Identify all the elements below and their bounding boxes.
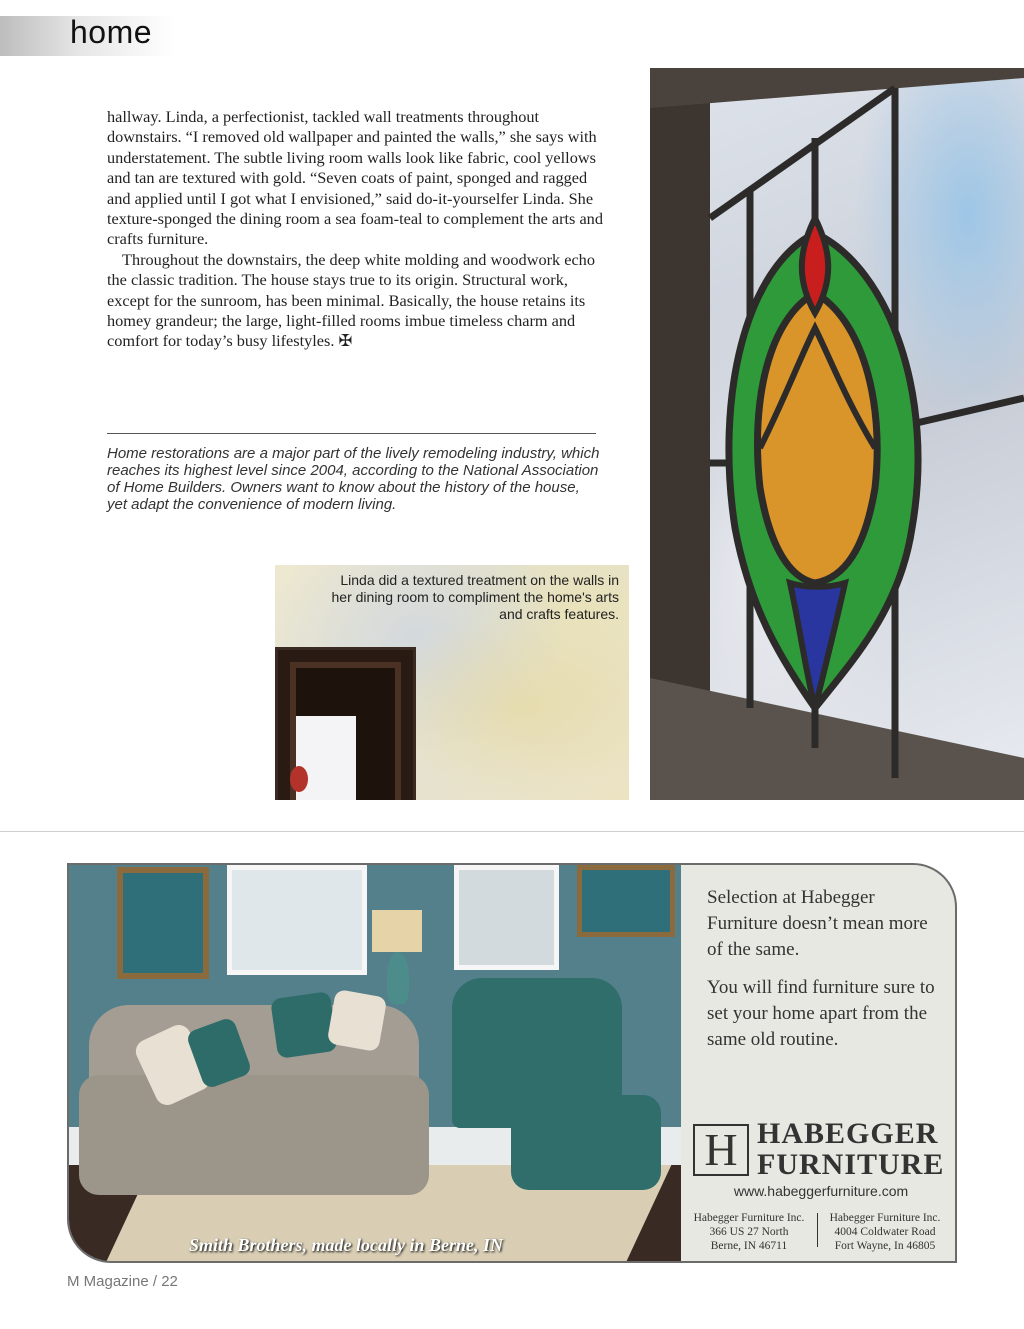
picture-frame-inner [290, 662, 401, 800]
sofa-seat [79, 1075, 429, 1195]
store-name: Habegger Furniture Inc. [829, 1212, 941, 1224]
window-frame-top [650, 68, 1024, 108]
store-street: 366 US 27 North [709, 1226, 789, 1238]
window-sill [650, 678, 1024, 800]
store-street: 4004 Coldwater Road [834, 1226, 936, 1238]
pillow [327, 989, 388, 1052]
pull-quote: Home restorations are a major part of the lively remodeling industry, which reaches its highest level since 2004, according to the National Association of Home Builders. Owners want to know about the history of the house, yet adapt the convenience of modern living. [107, 445, 600, 513]
page-footer: M Magazine / 22 [67, 1273, 178, 1290]
store-address-berne [687, 1211, 811, 1253]
logo-wordmark-line1: HABEGGER [757, 1117, 939, 1150]
logo-mark: H [693, 1124, 749, 1176]
store-name: Habegger Furniture Inc. [693, 1212, 805, 1224]
ottoman [511, 1095, 661, 1190]
store-divider [817, 1213, 818, 1247]
framed-artwork [296, 716, 356, 800]
picture-frame [275, 647, 416, 800]
store-city: Berne, IN 46711 [710, 1240, 788, 1252]
pillow [270, 991, 338, 1059]
window [454, 865, 559, 970]
framed-artwork-detail [290, 766, 308, 792]
article-body [107, 107, 607, 352]
stained-glass-photo [650, 68, 1024, 800]
section-label: home [70, 14, 153, 50]
pull-quote-rule [107, 433, 596, 434]
habegger-advertisement [67, 863, 957, 1263]
ad-living-room-photo [69, 865, 681, 1261]
habegger-logo [693, 1117, 949, 1181]
article-paragraph: Throughout the downstairs, the deep white molding and woodwork echo the classic tradition. The house stays true to its origin. Structural work, except for the sunroom, has been minimal. Basically, the house retains its homey grandeur; the large, light-filled rooms imbue timeless charm and comfort for today’s busy lifestyles. ✠ [107, 249, 595, 351]
stained-glass-illustration [650, 68, 1024, 800]
photo-caption: Linda did a textured treatment on the walls in her dining room to compliment the home's arts and crafts features. [331, 572, 619, 622]
lamp-shade [372, 910, 422, 952]
store-address-fort-wayne [823, 1211, 947, 1253]
ad-photo-caption: Smith Brothers, made locally in Berne, IN [189, 1235, 504, 1255]
wall-art [577, 865, 675, 937]
ad-tagline: You will find furniture sure to set your home apart from the same old routine. [707, 977, 935, 1050]
wall-art [117, 867, 209, 979]
article-paragraph: hallway. Linda, a perfectionist, tackled wall treatments throughout downstairs. “I removed old wallpaper and painted the walls,” she says with understatement. The subtle living room walls look like fabric, cool yellows and tan are textured with gold. “Seven coats of paint, sponged and ragged and applied until I got what I envisioned,” said do-it-yourselfer Linda. She texture-sponged the dining room a sea foam-teal to complement the arts and crafts furniture. [107, 107, 603, 249]
glass-red-petal [802, 218, 828, 313]
store-city: Fort Wayne, In 46805 [834, 1240, 936, 1252]
ad-tagline: Selection at Habegger Furniture doesn’t mean more of the same. [707, 887, 928, 960]
lamp-base [387, 952, 409, 1004]
section-divider [0, 831, 1024, 832]
dining-room-photo [275, 565, 629, 800]
ad-copy [707, 885, 942, 1065]
window [227, 865, 367, 975]
logo-wordmark-line2: FURNITURE [757, 1148, 945, 1181]
ad-website-link[interactable]: www.habeggerfurniture.com [733, 1183, 909, 1199]
